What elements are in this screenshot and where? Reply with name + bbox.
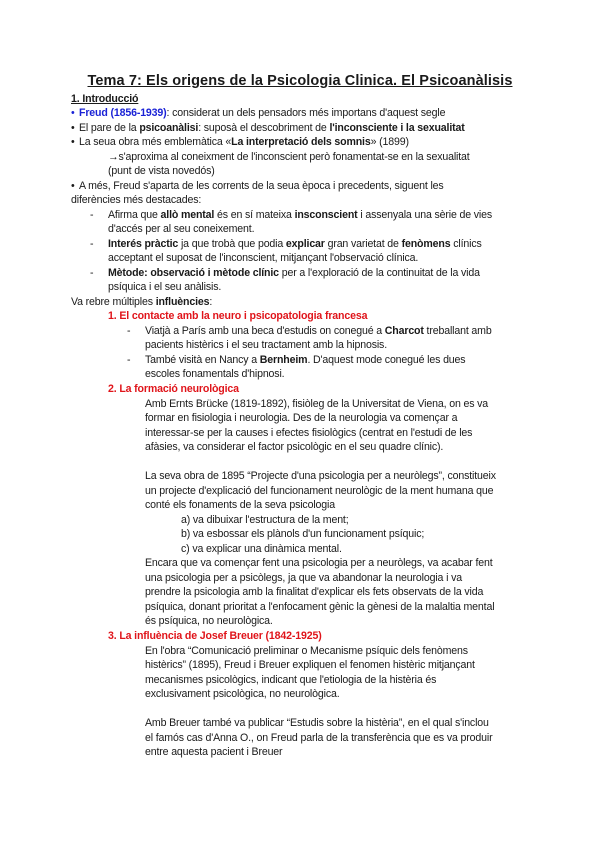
sec2-list-item: c) va explicar una dinàmica mental. bbox=[181, 543, 342, 555]
intro-bullet-father: • El pare de la psicoanàlisi: suposà el descobriment de l'inconsciente i la sexualitat bbox=[71, 122, 465, 134]
sec1-item-charcot: Viatjà a París amb una beca d'estudis on conegué a Charcot treballant amb bbox=[145, 325, 492, 337]
freud-name: Freud (1856-1939) bbox=[79, 107, 167, 119]
sec1-dash-2: - bbox=[127, 354, 131, 366]
intro-bullet-differences: • A més, Freud s'aparta de les corrents de la seua època i precedents, siguent les bbox=[71, 180, 444, 192]
sec1-dash-1: - bbox=[127, 325, 131, 337]
influences-intro: Va rebre múltiples influències: bbox=[71, 296, 213, 308]
diff-item-method-line2: psíquica i el seu anàlisis. bbox=[108, 281, 222, 293]
sec1-item-bernheim: També visità en Nancy a Bernheim. D'aquest mode conegué les dues bbox=[145, 354, 466, 366]
sec2-p2-line: un projecte d'explicació del funcionament neurològic de la ment humana que bbox=[145, 485, 494, 497]
diff-item-method: Mètode: observació i mètode clínic per a l'exploració de la continuitat de la vida bbox=[108, 267, 480, 279]
intro-work-sub-2: (punt de vista novedós) bbox=[108, 165, 215, 177]
section-3-heading: 3. La influència de Josef Breuer (1842-1925) bbox=[108, 630, 322, 642]
sec2-p1-line: afàsies, va considerar el factor psicològic en el seu quadre clínic). bbox=[145, 441, 444, 453]
sec2-p2-line: conté els fonaments de la seva psicologia bbox=[145, 499, 335, 511]
intro-work-sub-1: →s'aproxima al coneixment de l'inconscient però fonamentat-se en la sexualitat bbox=[108, 151, 470, 163]
diff-dash-1: - bbox=[90, 209, 94, 221]
sec1-item-charcot-line2: pacients histèrics i el seu tractament amb la hipnosis. bbox=[145, 339, 387, 351]
sec2-p3-line: una psicologia per a psicòlegs, ja que va abandonar la neurologia i va bbox=[145, 572, 462, 584]
diff-item-practical: Interés pràctic ja que trobà que podia explicar gran varietat de fenòmens clínics bbox=[108, 238, 482, 250]
diff-item-mental-line2: d'accés per al seu coneixement. bbox=[108, 223, 255, 235]
intro-differences-line2: diferències més destacades: bbox=[71, 194, 202, 206]
sec2-p2-line: La seva obra de 1895 “Projecte d'una psicologia per a neuròlegs”, constitueix bbox=[145, 470, 496, 482]
diff-dash-2: - bbox=[90, 238, 94, 250]
sec3-p1-line: exclusivament psicològica, no neurològica. bbox=[145, 688, 340, 700]
bullet: • bbox=[71, 180, 75, 192]
sec2-p3-line: és psíquica, no neurològica. bbox=[145, 615, 273, 627]
sec2-p3-line: psíquica, donant prioritat a l'enfocament gènic la gènesi de la malaltia mental bbox=[145, 601, 495, 613]
sec3-p2-line: entre aquesta pacient i Breuer bbox=[145, 746, 283, 758]
section-2-heading: 2. La formació neurològica bbox=[108, 383, 239, 395]
sec3-p2-line: Amb Breuer també va publicar “Estudis sobre la histèria”, en el qual s'inclou bbox=[145, 717, 489, 729]
bullet: • bbox=[71, 122, 75, 134]
sec2-p3-line: Encara que va començar fent una psicologia per a neuròlegs, va acabar fent bbox=[145, 557, 493, 569]
sec2-list-item: b) va esbossar els plànols d'un funcionament psíquic; bbox=[181, 528, 425, 540]
intro-bullet-freud: • Freud (1856-1939): considerat un dels pensadors més importans d'aquest segle bbox=[71, 107, 446, 119]
bullet: • bbox=[71, 107, 75, 119]
sec2-p1-line: formar en fisiologia i neurologia. Des de la neurologia va començar a bbox=[145, 412, 458, 424]
intro-heading: 1. Introducció bbox=[71, 93, 139, 105]
intro-bullet-work: • La seua obra més emblemàtica «La interpretació dels somnis» (1899) bbox=[71, 136, 409, 148]
diff-item-practical-line2: acceptant el suposat de l'inconscient, mitjançant l'observació clínica. bbox=[108, 252, 419, 264]
sec2-list-item: a) va dibuixar l'estructura de la ment; bbox=[181, 514, 349, 526]
sec2-p1-line: interessar-se per la causes i efectes fisiològics (centrat en l'estudi de les bbox=[145, 427, 473, 439]
sec3-p1-line: En l'obra “Comunicació preliminar o Mecanisme psíquic dels fenòmens bbox=[145, 645, 468, 657]
sec2-p3-line: prendre la psicologia amb la finalitat d'explicar els fets observats de la vida bbox=[145, 586, 484, 598]
diff-dash-3: - bbox=[90, 267, 94, 279]
sec3-p2-line: el famós cas d'Anna O., on Freud parla de la transferència que es va produir bbox=[145, 732, 493, 744]
bullet: • bbox=[71, 136, 75, 148]
sec3-p1-line: mecanismes psicològics, indicant que l'etiologia de la histèria és bbox=[145, 674, 437, 686]
diff-item-mental: Afirma que allò mental és en sí mateixa insconscient i assenyala una sèrie de vies bbox=[108, 209, 493, 221]
sec1-item-bernheim-line2: escoles fonamentals d'hipnosi. bbox=[145, 368, 285, 380]
document-title: Tema 7: Els origens de la Psicologia Clinica. El Psicoanàlisis bbox=[87, 73, 513, 89]
sec3-p1-line: histèrics” (1895), Freud i Breuer expliquen el fenomen histèric mitjançant bbox=[145, 659, 475, 671]
section-1-heading: 1. El contacte amb la neuro i psicopatologia francesa bbox=[108, 310, 368, 322]
sec2-p1-line: Amb Ernts Brücke (1819-1892), fisiòleg de la Universitat de Viena, on es va bbox=[145, 398, 489, 410]
